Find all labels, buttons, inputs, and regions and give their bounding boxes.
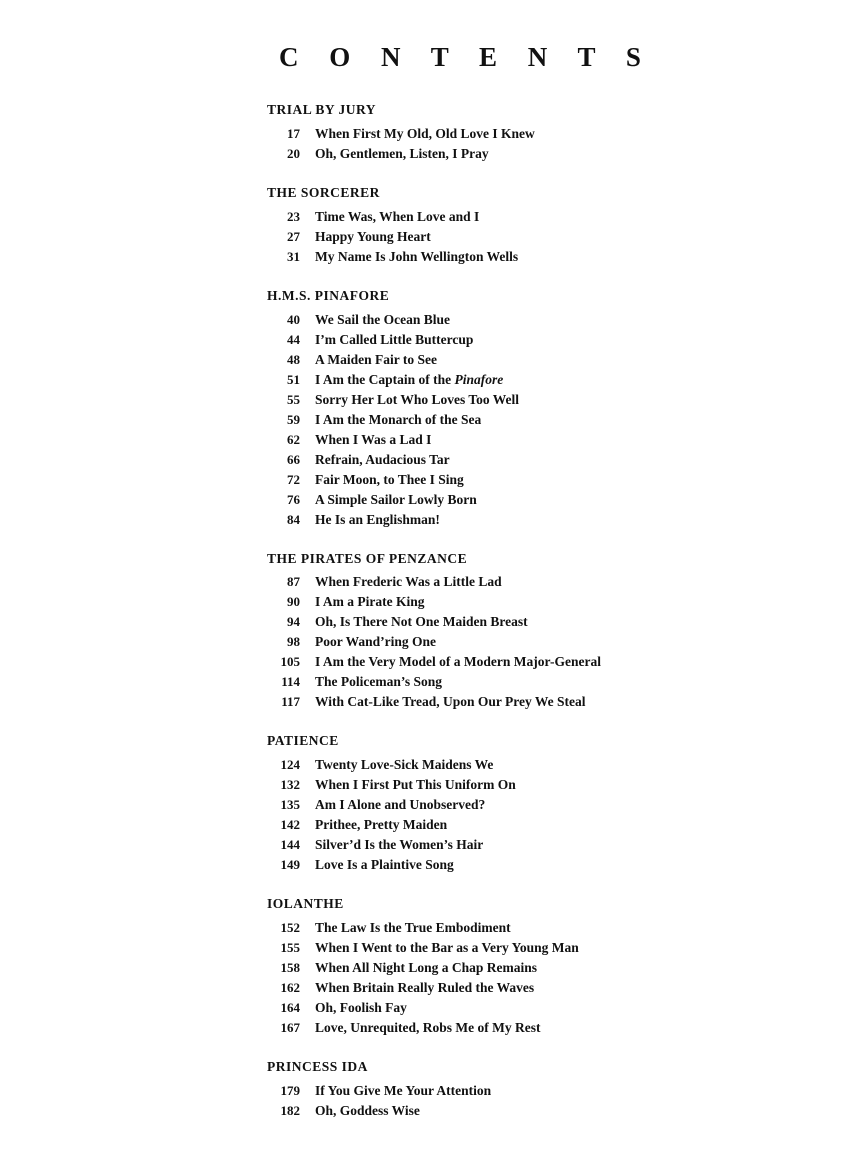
contents-entry[interactable] [267, 755, 607, 775]
entry-page-number: 31 [287, 248, 300, 264]
entry-page-number: 158 [280, 960, 300, 976]
entry-page-number: 44 [287, 331, 300, 347]
section-heading: PATIENCE [267, 733, 339, 749]
entry-page-number: 179 [280, 1082, 300, 1098]
entry-page-number: 84 [287, 511, 300, 527]
entry-list [267, 755, 607, 875]
contents-section [267, 103, 607, 164]
entry-title: Twenty Love-Sick Maidens We [315, 757, 494, 773]
entry-title: We Sail the Ocean Blue [315, 311, 450, 327]
entry-title: With Cat-Like Tread, Upon Our Prey We Steal [315, 694, 586, 710]
entry-title: The Policeman’s Song [315, 674, 443, 690]
contents-entry[interactable] [267, 795, 607, 815]
entry-page-number: 66 [287, 451, 300, 467]
contents-entry[interactable] [267, 227, 607, 247]
contents-entry[interactable] [267, 672, 607, 692]
entry-page-number: 20 [287, 145, 300, 161]
entry-page-number: 132 [280, 777, 300, 793]
contents-entry[interactable] [267, 855, 607, 875]
entry-page-number: 55 [287, 391, 300, 407]
entry-title: I Am the Very Model of a Modern Major-General [315, 654, 601, 670]
entry-list [267, 124, 607, 164]
entry-title: When I First Put This Uniform On [315, 777, 516, 793]
contents-entry[interactable] [267, 410, 607, 430]
entry-page-number: 162 [280, 980, 300, 996]
entry-title: Oh, Is There Not One Maiden Breast [315, 614, 528, 630]
page-title: C O N T E N T S [279, 42, 653, 72]
contents-entry[interactable] [267, 1081, 607, 1101]
entry-title: Love Is a Plaintive Song [315, 857, 454, 873]
sections-container [267, 103, 607, 1121]
entry-title: Refrain, Audacious Tar [315, 451, 450, 467]
entry-title: Love, Unrequited, Robs Me of My Rest [315, 1020, 541, 1036]
entry-page-number: 144 [280, 837, 300, 853]
entry-page-number: 149 [280, 857, 300, 873]
contents-section [267, 1060, 607, 1121]
section-heading: PRINCESS IDA [267, 1059, 368, 1075]
entry-title: He Is an Englishman! [315, 511, 440, 527]
entry-title: When Frederic Was a Little Lad [315, 574, 502, 590]
entry-page-number: 117 [281, 694, 300, 710]
entry-title: When I Went to the Bar as a Very Young Man [315, 940, 579, 956]
section-heading: TRIAL BY JURY [267, 102, 377, 117]
entry-list [267, 572, 607, 712]
contents-entry[interactable] [267, 592, 607, 612]
contents-entry[interactable] [267, 692, 607, 712]
entry-page-number: 48 [287, 351, 300, 367]
section-heading: H.M.S. PINAFORE [267, 287, 390, 303]
contents-entry[interactable] [267, 490, 607, 510]
contents-entry[interactable] [267, 310, 607, 330]
section-heading: THE PIRATES OF PENZANCE [267, 550, 468, 566]
entry-page-number: 98 [287, 634, 300, 650]
contents-entry[interactable] [267, 330, 607, 350]
contents-entry[interactable] [267, 144, 607, 164]
entry-page-number: 152 [280, 920, 300, 936]
entry-title: A Maiden Fair to See [315, 351, 437, 367]
entry-page-number: 72 [287, 471, 300, 487]
entry-title: Oh, Goddess Wise [315, 1102, 420, 1118]
entry-title: When Britain Really Ruled the Waves [315, 980, 535, 996]
entry-title: I’m Called Little Buttercup [315, 331, 474, 347]
entry-title: If You Give Me Your Attention [315, 1082, 492, 1098]
contents-entry[interactable] [267, 470, 607, 490]
entry-page-number: 182 [280, 1102, 300, 1118]
contents-entry[interactable] [267, 918, 607, 938]
section-heading: IOLANTHE [267, 896, 344, 912]
entry-title: Silver’d Is the Women’s Hair [315, 837, 484, 853]
entry-page-number: 40 [287, 311, 300, 327]
contents-section [267, 552, 607, 713]
entry-page-number: 62 [287, 431, 300, 447]
contents-entry[interactable] [267, 1018, 607, 1038]
entry-title: Oh, Gentlemen, Listen, I Pray [315, 145, 489, 161]
entry-list [267, 310, 607, 530]
entry-title: Happy Young Heart [315, 228, 431, 244]
entry-page-number: 142 [280, 817, 300, 833]
entry-page-number: 23 [287, 208, 300, 224]
contents-section [267, 734, 607, 875]
contents-entry[interactable] [267, 430, 607, 450]
contents-entry[interactable] [267, 390, 607, 410]
entry-title: Sorry Her Lot Who Loves Too Well [315, 391, 520, 407]
entry-title: A Simple Sailor Lowly Born [315, 491, 477, 507]
contents-section [267, 289, 607, 530]
entry-page-number: 17 [287, 125, 300, 141]
contents-entry[interactable] [267, 998, 607, 1018]
contents-entry[interactable] [267, 350, 607, 370]
entry-title: Am I Alone and Unobserved? [315, 797, 486, 813]
contents-entry[interactable] [267, 775, 607, 795]
contents-entry[interactable] [267, 124, 607, 144]
entry-page-number: 167 [280, 1020, 300, 1036]
entry-title: Prithee, Pretty Maiden [315, 817, 448, 833]
contents-entry[interactable] [267, 370, 607, 390]
contents-section [267, 897, 607, 1038]
entry-title-italic: Pinafore [454, 371, 504, 387]
contents-entry[interactable] [267, 572, 607, 592]
entry-title: I Am a Pirate King [315, 594, 425, 610]
entry-page-number: 114 [281, 674, 300, 690]
entry-page-number: 124 [280, 757, 300, 773]
entry-page-number: 27 [287, 228, 300, 244]
entry-title: When I Was a Lad I [315, 431, 432, 447]
entry-title [315, 370, 503, 390]
entry-list [267, 918, 607, 1038]
entry-page-number: 59 [287, 411, 300, 427]
entry-title: Poor Wand’ring One [315, 634, 437, 650]
contents-entry[interactable] [267, 632, 607, 652]
entry-page-number: 87 [287, 574, 300, 590]
entry-page-number: 135 [280, 797, 300, 813]
contents-entry[interactable] [267, 247, 607, 267]
entry-list [267, 1081, 607, 1121]
contents-entry[interactable] [267, 938, 607, 958]
entry-page-number: 76 [287, 491, 300, 507]
entry-title: My Name Is John Wellington Wells [315, 248, 519, 264]
contents-entry[interactable] [267, 1101, 607, 1121]
entry-page-number: 90 [287, 594, 300, 610]
contents-block [267, 42, 653, 1121]
contents-entry[interactable] [267, 835, 607, 855]
entry-title: I Am the Monarch of the Sea [315, 411, 482, 427]
entry-page-number: 164 [280, 1000, 300, 1016]
entry-page-number: 51 [287, 371, 300, 387]
entry-title: When All Night Long a Chap Remains [315, 960, 538, 976]
entry-title: When First My Old, Old Love I Knew [315, 125, 535, 141]
entry-page-number: 105 [280, 654, 300, 670]
contents-entry[interactable] [267, 652, 607, 672]
entry-list [267, 207, 607, 267]
contents-entry[interactable] [267, 207, 607, 227]
section-heading: THE SORCERER [267, 184, 380, 200]
contents-entry[interactable] [267, 510, 607, 530]
contents-entry[interactable] [267, 450, 607, 470]
contents-section [267, 186, 607, 267]
entry-page-number: 155 [280, 940, 300, 956]
contents-entry[interactable] [267, 958, 607, 978]
entry-title: Oh, Foolish Fay [315, 1000, 407, 1016]
contents-entry[interactable] [267, 612, 607, 632]
entry-title-text: I Am the Captain of the [315, 371, 455, 387]
contents-entry[interactable] [267, 815, 607, 835]
entry-title: Fair Moon, to Thee I Sing [315, 471, 464, 487]
entry-title: Time Was, When Love and I [315, 208, 480, 224]
contents-entry[interactable] [267, 978, 607, 998]
entry-page-number: 94 [287, 614, 300, 630]
entry-title: The Law Is the True Embodiment [315, 920, 511, 936]
